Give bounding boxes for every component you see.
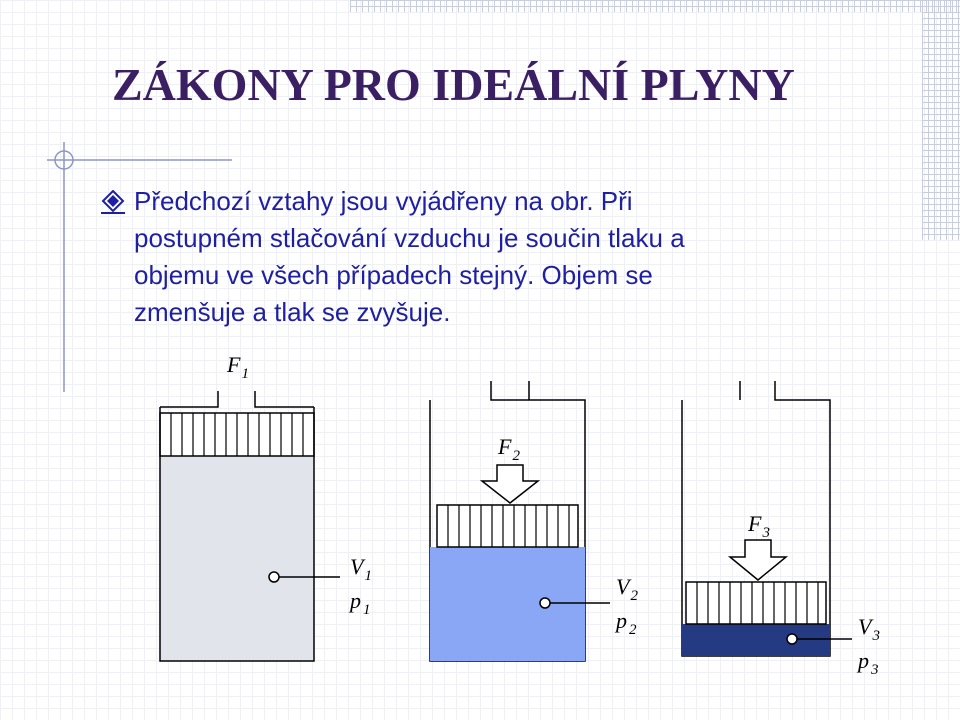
cylinder-1: [160, 352, 372, 661]
force-arrow-3: [730, 540, 786, 580]
pressure-label-2: p $_2$: [616, 608, 637, 638]
force-label-3: $F_3$: [748, 511, 770, 541]
bullet-line-4: zmenšuje a tlak se zvyšuje.: [134, 297, 451, 327]
piston-3: [686, 582, 826, 624]
piston-rod-1: [160, 391, 314, 407]
cylinder-3: [682, 381, 880, 678]
bullet-line-1: Předchozí vztahy jsou vyjádřeny na obr. Při: [134, 186, 633, 216]
diamond-bullet-icon: [99, 190, 127, 214]
volume-label-1: $V_1$: [350, 554, 372, 584]
gas-volume-2: [430, 547, 585, 661]
measure-point-3: [787, 634, 797, 644]
force-label-1: $F_1$: [227, 352, 249, 382]
volume-label-3: $V_3$: [858, 614, 880, 644]
force-label-2: $F_2$: [498, 434, 520, 464]
slide-title: ZÁKONY PRO IDEÁLNÍ PLYNY: [112, 59, 795, 110]
bullet-line-3: objemu ve všech případech stejný. Objem se: [134, 260, 653, 290]
pressure-label-1: p $_1$: [350, 588, 371, 618]
force-arrow-2: [482, 465, 538, 503]
pressure-label-3: p $_3$: [858, 648, 879, 678]
volume-label-2: $V_2$: [616, 574, 638, 604]
bullet-line-2: postupném stlačování vzduchu je součin tlaku a: [134, 223, 685, 253]
gas-volume-3: [682, 624, 830, 656]
piston-2: [437, 505, 578, 547]
measure-point-1: [269, 572, 279, 582]
bullet-paragraph: [134, 183, 894, 331]
measure-point-2: [540, 598, 550, 608]
gas-volume-1: [160, 456, 314, 661]
cylinder-2: [430, 381, 638, 661]
